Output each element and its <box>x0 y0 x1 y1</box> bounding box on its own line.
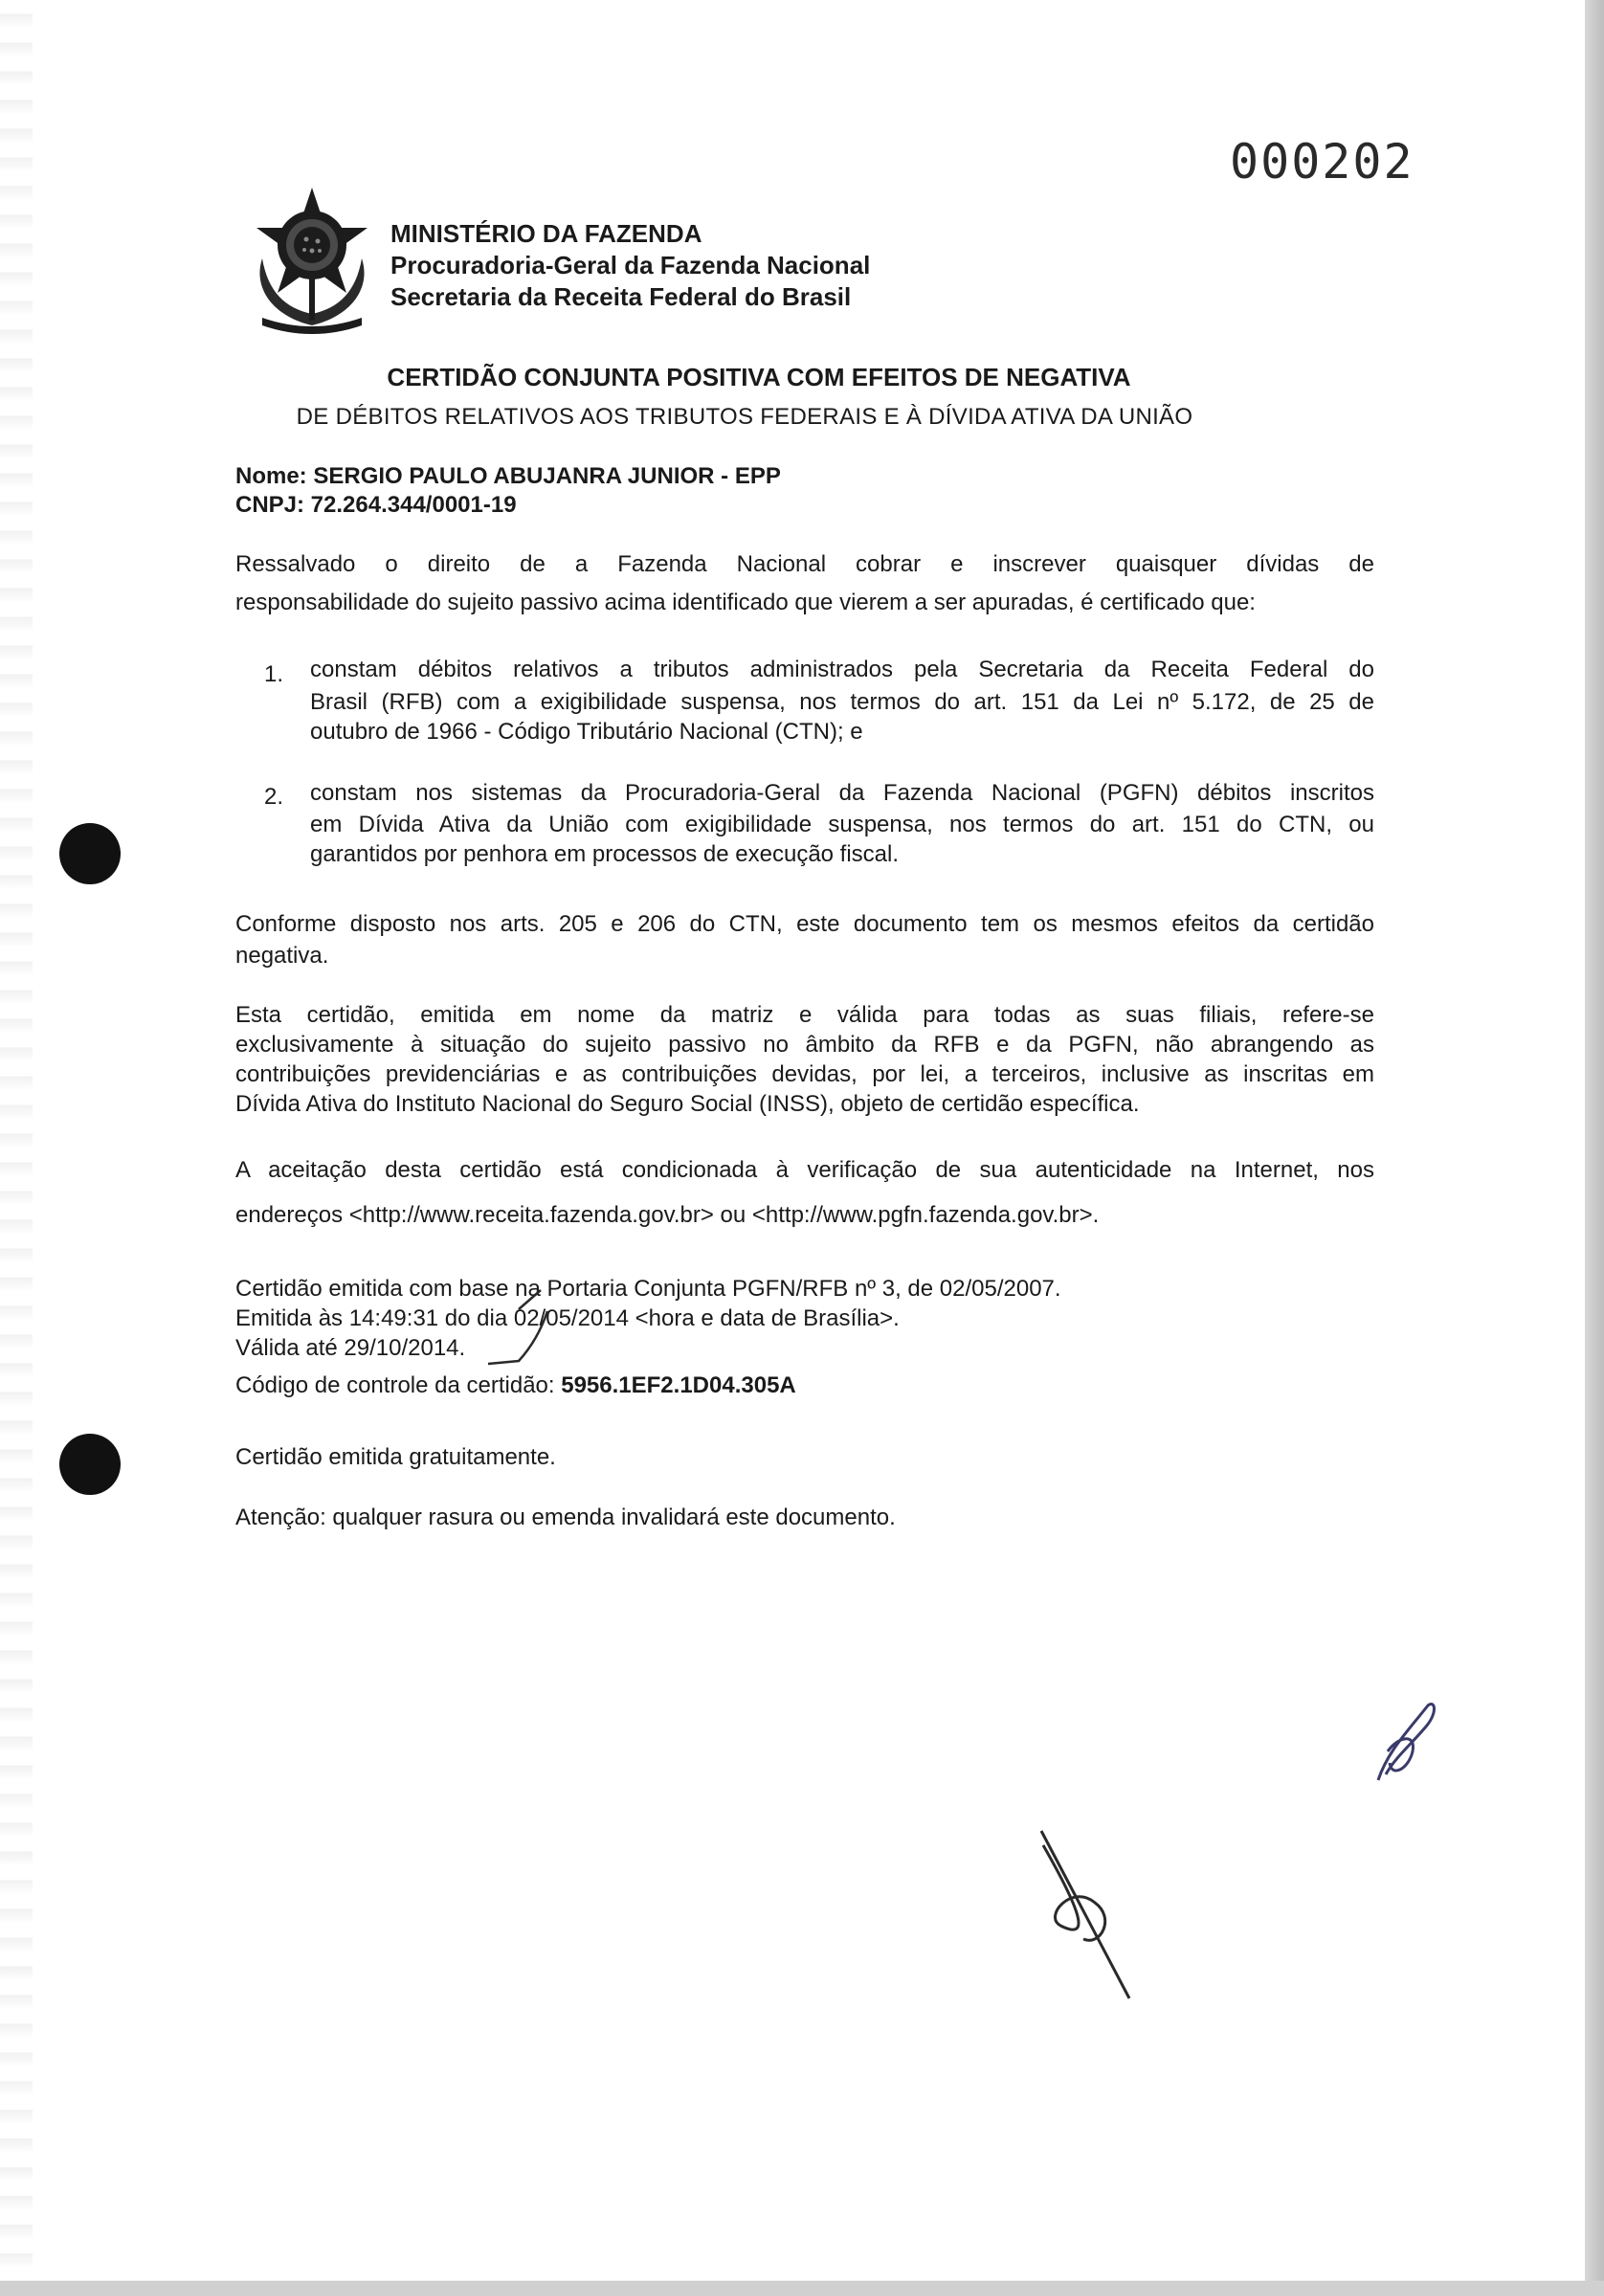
list-item-number: 2. <box>264 784 284 810</box>
handwritten-initials <box>1369 1694 1445 1790</box>
list-item-line: Brasil (RFB) com a exigibilidade suspensa, nos termos do art. 151 da Lei nº 5.172, de 25 de <box>310 689 1374 715</box>
list-item-line: constam nos sistemas da Procuradoria-Geral da Fazenda Nacional (PGFN) débitos inscritos <box>310 780 1374 806</box>
intro-line-1: Ressalvado o direito de a Fazenda Nacional cobrar e inscrever quaisquer dívidas de <box>235 551 1374 577</box>
page-stamp-number: 000202 <box>1230 134 1415 189</box>
ministry-name: MINISTÉRIO DA FAZENDA <box>390 219 702 248</box>
scan-right-edge <box>1585 0 1604 2296</box>
handwritten-signature <box>1024 1826 1148 2017</box>
scope-paragraph-line: Dívida Ativa do Instituto Nacional do Seguro Social (INSS), objeto de certidão específica. <box>235 1091 1140 1117</box>
list-item-line: outubro de 1966 - Código Tributário Nacional (CTN); e <box>310 719 863 745</box>
secretaria-name: Secretaria da Receita Federal do Brasil <box>390 282 852 311</box>
control-code-value: 5956.1EF2.1D04.305A <box>561 1372 796 1398</box>
authenticity-paragraph-line: endereços <http://www.receita.fazenda.gov.br> ou <http://www.pgfn.fazenda.gov.br>. <box>235 1202 1100 1228</box>
control-code-label: Código de controle da certidão: <box>235 1372 555 1398</box>
scope-paragraph-line: contribuições previdenciárias e as contribuições devidas, por lei, a terceiros, inclusive as inscritas em <box>235 1061 1374 1087</box>
certificate-title <box>0 363 1604 431</box>
ctn-paragraph-line: negativa. <box>235 943 329 969</box>
scan-left-edge <box>0 0 33 2296</box>
handwritten-tick-mark <box>450 1273 641 1369</box>
title-line-1: CERTIDÃO CONJUNTA POSITIVA COM EFEITOS DE NEGATIVA <box>387 363 1131 391</box>
brazil-coat-of-arms-icon <box>234 182 391 340</box>
validity-date: Válida até 29/10/2014. <box>235 1335 466 1361</box>
list-item-line: constam débitos relativos a tributos administrados pela Secretaria da Receita Federal do <box>310 657 1374 682</box>
free-issuance-note: Certidão emitida gratuitamente. <box>235 1444 556 1470</box>
punch-hole-bottom <box>59 1434 121 1495</box>
punch-hole-top <box>59 823 121 884</box>
scope-paragraph-line: Esta certidão, emitida em nome da matriz e válida para todas as suas filiais, refere-se <box>235 1002 1374 1028</box>
taxpayer-name: Nome: SERGIO PAULO ABUJANRA JUNIOR - EPP <box>235 463 781 489</box>
tampering-warning: Atenção: qualquer rasura ou emenda invalidará este documento. <box>235 1505 896 1530</box>
issuance-datetime: Emitida às 14:49:31 do dia 02/05/2014 <hora e data de Brasília>. <box>235 1305 900 1331</box>
ctn-paragraph-line: Conforme disposto nos arts. 205 e 206 do CTN, este documento tem os mesmos efeitos da certidão <box>235 911 1374 937</box>
list-item-line: garantidos por penhora em processos de execução fiscal. <box>310 841 900 867</box>
list-item-number: 1. <box>264 661 284 687</box>
scan-bottom-edge <box>0 2281 1604 2296</box>
authenticity-paragraph-line: A aceitação desta certidão está condicionada à verificação de sua autenticidade na Internet, nos <box>235 1157 1374 1183</box>
title-line-2: DE DÉBITOS RELATIVOS AOS TRIBUTOS FEDERAIS E À DÍVIDA ATIVA DA UNIÃO <box>296 404 1193 430</box>
intro-line-2: responsabilidade do sujeito passivo acima identificado que vierem a ser apuradas, é certificado que: <box>235 590 1256 615</box>
list-item-line: em Dívida Ativa da União com exigibilidade suspensa, nos termos do art. 151 do CTN, ou <box>310 812 1374 837</box>
control-code-row <box>235 1371 796 1400</box>
issuer-header <box>390 218 870 313</box>
issuance-basis: Certidão emitida com base na Portaria Conjunta PGFN/RFB nº 3, de 02/05/2007. <box>235 1276 1061 1302</box>
procuradoria-name: Procuradoria-Geral da Fazenda Nacional <box>390 251 871 279</box>
taxpayer-cnpj: CNPJ: 72.264.344/0001-19 <box>235 492 517 518</box>
scope-paragraph-line: exclusivamente à situação do sujeito passivo no âmbito da RFB e da PGFN, não abrangendo as <box>235 1032 1374 1058</box>
